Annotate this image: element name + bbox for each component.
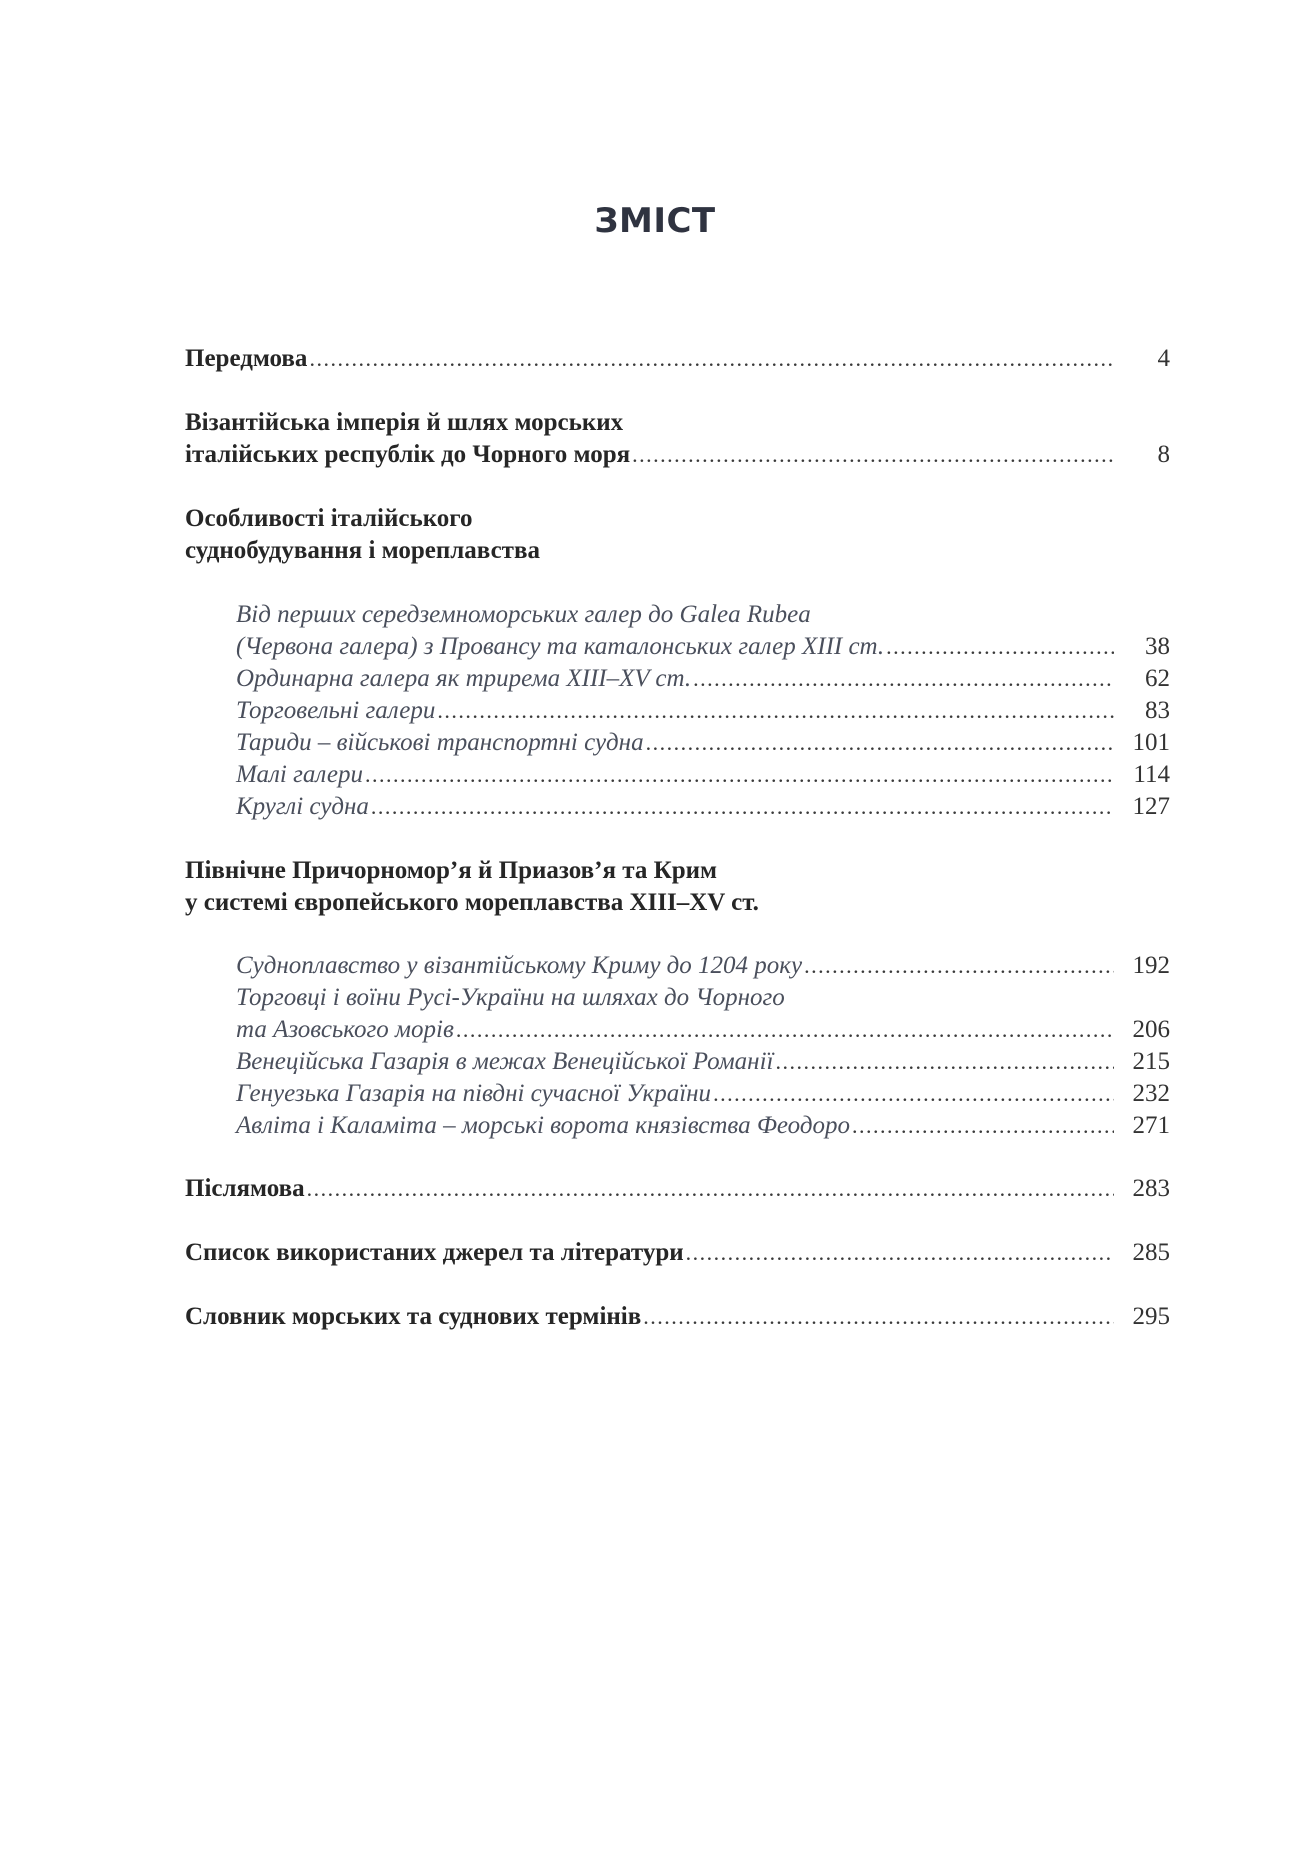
toc-subentry-rus-ukraine-traders[interactable] <box>236 982 1170 1046</box>
toc-entry-title: Список використаних джерел та літератури <box>185 1239 684 1266</box>
toc-subentry-galea-rubea[interactable] <box>236 599 1170 663</box>
toc-subentry-ordinary-galley[interactable] <box>236 663 1170 695</box>
toc-page-number: 232 <box>1132 1080 1170 1107</box>
toc-entry-title: Малі галери <box>236 761 363 788</box>
toc-subentry-taridas[interactable] <box>236 727 1170 759</box>
toc-page-number: 101 <box>1132 729 1170 756</box>
toc-section-black-sea-region[interactable] <box>185 855 1170 919</box>
toc-entry-title-line: суднобудування і мореплавства <box>185 537 540 564</box>
toc-subentry-avlita-kalamita[interactable] <box>236 1110 1170 1142</box>
toc-entry-title-line: Особливості італійського <box>185 505 473 532</box>
toc-entry-afterword[interactable] <box>185 1173 1170 1205</box>
dot-leader <box>371 791 1114 823</box>
toc-entry-title: Авліта і Каламіта – морські ворота князівства Феодоро <box>236 1112 851 1139</box>
toc-subentry-trade-galleys[interactable] <box>236 695 1170 727</box>
toc-page-number: 4 <box>1157 345 1170 372</box>
dot-leader <box>686 1237 1114 1269</box>
dot-leader <box>646 727 1114 759</box>
toc-page-number: 127 <box>1132 793 1170 820</box>
toc-entry-title: Торговельні галери <box>236 697 436 724</box>
dot-leader <box>886 631 1114 663</box>
toc-page-number: 192 <box>1132 952 1170 979</box>
toc-page-number: 295 <box>1132 1303 1170 1330</box>
toc-entry-title-line: Від перших середземноморських галер до Galea Rubea <box>236 601 811 628</box>
page-title: ЗМІСТ <box>594 201 716 241</box>
toc-entry-title-line: у системі європейського мореплавства XIII–XV ст. <box>185 889 759 916</box>
toc-page-number: 114 <box>1133 761 1170 788</box>
toc-subentry-small-galleys[interactable] <box>236 759 1170 791</box>
toc-entry-title: Передмова <box>185 345 308 372</box>
toc-page-number: 271 <box>1132 1112 1170 1139</box>
toc-page-number: 62 <box>1145 665 1170 692</box>
toc-entry-title-line: (Червона галера) з Провансу та каталонських галер XIII ст. <box>236 633 885 660</box>
dot-leader <box>643 1301 1114 1333</box>
toc-entry-title: Післямова <box>185 1175 305 1202</box>
dot-leader <box>437 695 1114 727</box>
toc-entry-bibliography[interactable] <box>185 1237 1170 1269</box>
toc-entry-title-line: та Азовського морів <box>236 1016 454 1043</box>
toc-page-number: 283 <box>1132 1175 1170 1202</box>
dot-leader <box>713 1078 1114 1110</box>
toc-subentry-byzantine-crimea[interactable] <box>236 950 1170 982</box>
toc-page-number: 285 <box>1132 1239 1170 1266</box>
toc-section-italian-shipbuilding[interactable] <box>185 503 1170 567</box>
toc-page-number: 206 <box>1132 1016 1170 1043</box>
toc-entry-title: Генуезька Газарія на півдні сучасної України <box>236 1080 712 1107</box>
dot-leader <box>365 759 1114 791</box>
toc-entry-title: Словник морських та суднових термінів <box>185 1303 642 1330</box>
toc-entry-title-line: Візантійська імперія й шлях морських <box>185 409 624 436</box>
dot-leader <box>456 1014 1114 1046</box>
toc-entry-byzantine-empire[interactable] <box>185 407 1170 471</box>
toc-entry-title: Судноплавство у візантійському Криму до 1204 року <box>236 952 803 979</box>
toc-entry-title: Ординарна галера як трирема XIII–XV ст. <box>236 665 692 692</box>
dot-leader <box>309 343 1114 375</box>
toc-page-number: 8 <box>1157 441 1170 468</box>
toc-page-number: 38 <box>1145 633 1170 660</box>
toc-entry-title: Венеційська Газарія в межах Венеційської Романії <box>236 1048 774 1075</box>
dot-leader <box>632 439 1114 471</box>
dot-leader <box>775 1046 1114 1078</box>
toc-subentry-genoese-gazaria[interactable] <box>236 1078 1170 1110</box>
dot-leader <box>852 1110 1114 1142</box>
toc-page-number: 215 <box>1132 1048 1170 1075</box>
toc-page-number: 83 <box>1145 697 1170 724</box>
toc-entry-title-line: Торговці і воїни Русі-України на шляхах до Чорного <box>236 984 785 1011</box>
toc-entry-title-line: італійських республік до Чорного моря <box>185 441 631 468</box>
toc-subentry-venetian-gazaria[interactable] <box>236 1046 1170 1078</box>
toc-subentry-round-ships[interactable] <box>236 791 1170 823</box>
toc-entry-preface[interactable] <box>185 343 1170 375</box>
toc-entry-title-line: Північне Причорномор’я й Приазов’я та Крим <box>185 857 718 884</box>
dot-leader <box>804 950 1114 982</box>
toc-entry-title: Круглі судна <box>236 793 369 820</box>
dot-leader <box>693 663 1114 695</box>
dot-leader <box>307 1173 1114 1205</box>
toc-entry-glossary[interactable] <box>185 1301 1170 1333</box>
toc-entry-title: Тариди – військові транспортні судна <box>236 729 644 756</box>
